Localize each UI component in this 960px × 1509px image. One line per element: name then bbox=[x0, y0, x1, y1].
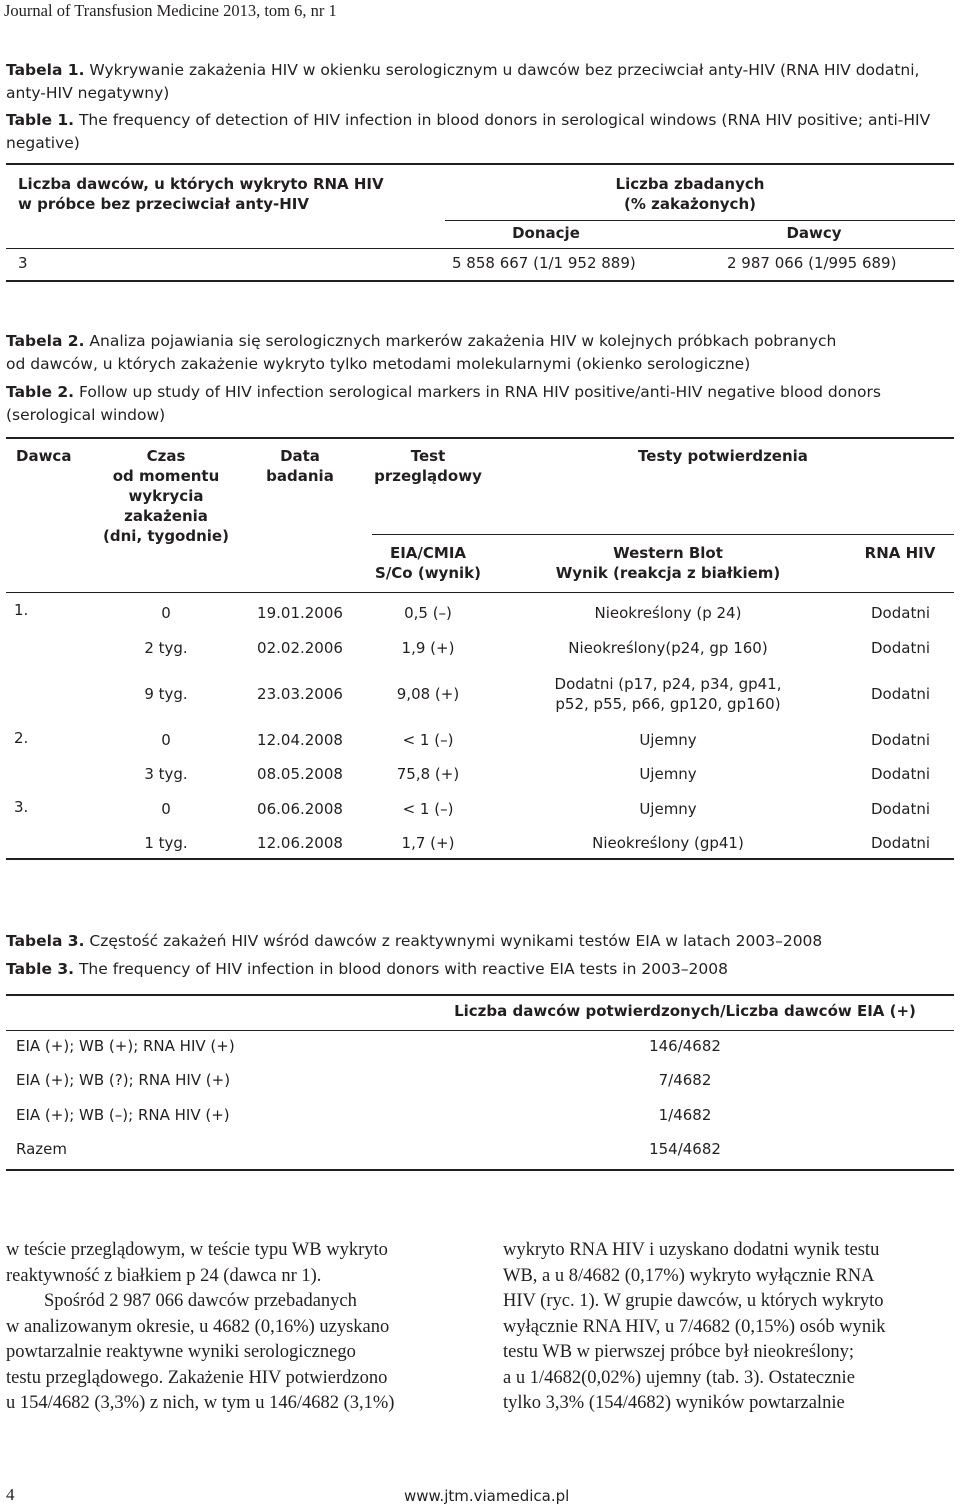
table3-caption-pl-text: Częstość zakażeń HIV wśród dawców z reaktywnymi wynikami testów EIA w latach 2003–2008 bbox=[89, 932, 823, 950]
table2-row4-donor: 2. bbox=[14, 729, 29, 747]
table2-row7-time: 1 tyg. bbox=[144, 834, 188, 852]
table2-row3-eia: 9,08 (+) bbox=[396, 685, 460, 703]
table2-row4-time: 0 bbox=[161, 731, 171, 749]
table1-label-en: Table 1. bbox=[6, 111, 75, 129]
table2-row5-date: 08.05.2008 bbox=[257, 765, 343, 783]
body-left-column bbox=[6, 1238, 458, 1417]
body-left-line3: Spośród 2 987 066 dawców przebadanych bbox=[44, 1291, 357, 1311]
table2-header-eia-1: EIA/CMIA bbox=[389, 544, 467, 562]
table2-row6-wb: Ujemny bbox=[639, 800, 697, 818]
body-right-line5: testu WB w pierwszej próbce był nieokreślony; bbox=[503, 1342, 855, 1362]
table2-row3-rna: Dodatni bbox=[871, 685, 930, 703]
table1-col2-header-line1: Liczba zbadanych bbox=[615, 175, 765, 193]
table2-row6-date: 06.06.2008 bbox=[257, 800, 343, 818]
table2-header-wb-2: Wynik (reakcja z białkiem) bbox=[555, 564, 781, 582]
table2-header-confirm: Testy potwierdzenia bbox=[638, 447, 808, 465]
table2-sub-rule bbox=[372, 534, 954, 535]
table2-row6-eia: < 1 (–) bbox=[402, 800, 454, 818]
body-left-line5: powtarzalnie reaktywne wyniki serologicznego bbox=[6, 1342, 356, 1362]
table2-header-time-4: zakażenia bbox=[124, 507, 208, 525]
table2-bottom-rule bbox=[6, 858, 954, 860]
table2-row5-eia: 75,8 (+) bbox=[396, 765, 460, 783]
table3-caption-en-text: The frequency of HIV infection in blood donors with reactive EIA tests in 2003–2008 bbox=[78, 960, 729, 978]
body-left-line2: reaktywność z białkiem p 24 (dawca nr 1). bbox=[6, 1265, 322, 1286]
table2-row2-wb: Nieokreślony(p24, gp 160) bbox=[568, 639, 768, 657]
table2-row1-date: 19.01.2006 bbox=[257, 604, 343, 622]
table3-label-pl: Tabela 3. bbox=[6, 932, 85, 950]
table2-caption-pl-line1: Analiza pojawiania się serologicznych markerów zakażenia HIV w kolejnych próbkach pobranych bbox=[89, 332, 837, 350]
journal-header: Journal of Transfusion Medicine 2013, tom 6, nr 1 bbox=[4, 1, 337, 20]
table1-label-pl: Tabela 1. bbox=[6, 61, 85, 79]
body-right-line4: wyłącznie RNA HIV, u 7/4682 (0,15%) osób wynik bbox=[503, 1316, 886, 1337]
table2-row1-eia: 0,5 (–) bbox=[404, 604, 452, 622]
table1-caption-en-text: The frequency of detection of HIV infection in blood donors in serological windows (RNA HIV positive; anti-HIV negative) bbox=[6, 111, 931, 152]
table2-caption-pl-line2: od dawców, u których zakażenie wykryto tylko metodami molekularnymi (okienko serologiczne) bbox=[6, 355, 751, 373]
table2-header-eia bbox=[358, 543, 498, 583]
table2-header-time-2: od momentu bbox=[112, 467, 220, 485]
table1-bottom-rule bbox=[6, 280, 954, 282]
table2-row5-rna: Dodatni bbox=[871, 765, 930, 783]
table3-row3-label: EIA (+); WB (–); RNA HIV (+) bbox=[16, 1106, 230, 1124]
table2-caption-en-line1: Follow up study of HIV infection serological markers in RNA HIV positive/anti-HIV negative blood donors bbox=[78, 383, 881, 401]
table1-row-count: 3 bbox=[18, 254, 28, 272]
table2-row1-rna: Dodatni bbox=[871, 604, 930, 622]
table2-row1-wb: Nieokreślony (p 24) bbox=[594, 604, 742, 622]
table2-top-rule bbox=[6, 437, 954, 439]
table2-header-wb bbox=[538, 543, 798, 583]
table2-header-rna: RNA HIV bbox=[864, 544, 936, 562]
table2-row4-wb: Ujemny bbox=[639, 731, 697, 749]
table2-row6-time: 0 bbox=[161, 800, 171, 818]
table2-header-rule bbox=[6, 592, 954, 593]
table3-top-rule bbox=[6, 994, 954, 996]
table2-row2-date: 02.02.2006 bbox=[257, 639, 343, 657]
table3-header-rule bbox=[6, 1030, 954, 1031]
table2-row1-donor: 1. bbox=[14, 601, 29, 619]
table1-caption-pl-text: Wykrywanie zakażenia HIV w okienku serologicznym u dawców bez przeciwciał anty-HIV (RNA HIV dodatni, anty-HIV negatywny) bbox=[6, 61, 920, 102]
table2-row1-time: 0 bbox=[161, 604, 171, 622]
table2-caption-pl bbox=[6, 330, 951, 376]
table2-row4-eia: < 1 (–) bbox=[402, 731, 454, 749]
table1-caption-en bbox=[6, 109, 946, 155]
table2-header-date-2: badania bbox=[266, 467, 334, 485]
table2-row5-wb: Ujemny bbox=[639, 765, 697, 783]
body-right-line1: wykryto RNA HIV i uzyskano dodatni wynik testu bbox=[503, 1240, 880, 1260]
table3-caption-en bbox=[6, 958, 951, 981]
table2-row5-time: 3 tyg. bbox=[144, 765, 188, 783]
table3-row1-label: EIA (+); WB (+); RNA HIV (+) bbox=[16, 1037, 235, 1055]
table3-row2-value: 7/4682 bbox=[658, 1071, 712, 1089]
table1-header-rule bbox=[6, 248, 954, 249]
table3-row1-value: 146/4682 bbox=[649, 1037, 721, 1055]
table3-row4-label: Razem bbox=[16, 1140, 67, 1158]
table2-label-en: Table 2. bbox=[6, 383, 75, 401]
table2-label-pl: Tabela 2. bbox=[6, 332, 85, 350]
table2-row7-rna: Dodatni bbox=[871, 834, 930, 852]
table2-row6-rna: Dodatni bbox=[871, 800, 930, 818]
table3-row3-value: 1/4682 bbox=[658, 1106, 712, 1124]
body-right-column bbox=[503, 1238, 955, 1417]
table1-caption-pl bbox=[6, 59, 946, 105]
table2-row7-eia: 1,7 (+) bbox=[401, 834, 455, 852]
table2-header-wb-1: Western Blot bbox=[613, 544, 723, 562]
table2-header-screen bbox=[358, 446, 498, 486]
table1-col1-header-line2: w próbce bez przeciwciał anty-HIV bbox=[18, 195, 309, 213]
body-left-line4: w analizowanym okresie, u 4682 (0,16%) uzyskano bbox=[6, 1316, 390, 1337]
table1-row-donors: 2 987 066 (1/995 689) bbox=[727, 254, 897, 272]
table2-row4-date: 12.04.2008 bbox=[257, 731, 343, 749]
body-left-line1: w teście przeglądowym, w teście typu WB wykryto bbox=[6, 1240, 388, 1260]
table2-caption-en bbox=[6, 381, 951, 427]
table2-header-date-1: Data bbox=[280, 447, 320, 465]
table1-row-donations: 5 858 667 (1/1 952 889) bbox=[452, 254, 636, 272]
table2-row7-wb: Nieokreślony (gp41) bbox=[592, 834, 744, 852]
body-right-line2: WB, a u 8/4682 (0,17%) wykryto wyłącznie RNA bbox=[503, 1265, 875, 1286]
table2-row4-rna: Dodatni bbox=[871, 731, 930, 749]
body-right-line7: tylko 3,3% (154/4682) wyników powtarzalnie bbox=[503, 1393, 845, 1413]
table3-row2-label: EIA (+); WB (?); RNA HIV (+) bbox=[16, 1071, 231, 1089]
table2-row2-time: 2 tyg. bbox=[144, 639, 188, 657]
table1-sub-rule bbox=[445, 220, 955, 221]
body-left-line7: u 154/4682 (3,3%) z nich, w tym u 146/4682 (3,1%) bbox=[6, 1393, 395, 1413]
table2-row3-date: 23.03.2006 bbox=[257, 685, 343, 703]
table3-bottom-rule bbox=[6, 1169, 954, 1171]
table2-header-screen-2: przeglądowy bbox=[374, 467, 482, 485]
body-right-line3: HIV (ryc. 1). W grupie dawców, u których wykryto bbox=[503, 1291, 884, 1311]
table1-sub-donations: Donacje bbox=[512, 224, 580, 242]
footer-url[interactable]: www.jtm.viamedica.pl bbox=[404, 1487, 570, 1505]
table1-sub-donors: Dawcy bbox=[786, 224, 842, 242]
table2-row2-eia: 1,9 (+) bbox=[401, 639, 455, 657]
table2-header-time-1: Czas bbox=[146, 447, 186, 465]
table2-header-donor: Dawca bbox=[16, 447, 72, 465]
table3-col-header: Liczba dawców potwierdzonych/Liczba dawców EIA (+) bbox=[454, 1002, 916, 1020]
table2-header-screen-1: Test bbox=[410, 447, 446, 465]
table2-row3-time: 9 tyg. bbox=[144, 685, 188, 703]
body-right-line6: a u 1/4682(0,02%) ujemny (tab. 3). Ostatecznie bbox=[503, 1367, 855, 1388]
table2-row6-donor: 3. bbox=[14, 798, 29, 816]
page-number: 4 bbox=[6, 1485, 15, 1504]
table1-top-rule bbox=[6, 163, 954, 165]
table2-row3-wb: Dodatni (p17, p24, p34, gp41, bbox=[554, 675, 782, 693]
table3-row4-value: 154/4682 bbox=[649, 1140, 721, 1158]
table2-caption-en-line2: (serological window) bbox=[6, 406, 166, 424]
body-left-line6: testu przeglądowego. Zakażenie HIV potwierdzono bbox=[6, 1367, 388, 1388]
table3-caption-pl bbox=[6, 930, 951, 953]
table2-header-eia-2: S/Co (wynik) bbox=[375, 564, 481, 582]
table2-header-time-5: (dni, tygodnie) bbox=[103, 527, 229, 545]
table2-row2-rna: Dodatni bbox=[871, 639, 930, 657]
table1-col1-header-line1: Liczba dawców, u których wykryto RNA HIV bbox=[18, 175, 384, 193]
table2-header-time-3: wykrycia bbox=[128, 487, 204, 505]
table2-row3-wb-line2: p52, p55, p66, gp120, gp160) bbox=[555, 695, 781, 713]
table2-header-date bbox=[250, 446, 350, 486]
table1-col2-header-line2: (% zakażonych) bbox=[624, 195, 756, 213]
table2-row7-date: 12.06.2008 bbox=[257, 834, 343, 852]
table2-header-time bbox=[96, 446, 236, 546]
table3-label-en: Table 3. bbox=[6, 960, 75, 978]
